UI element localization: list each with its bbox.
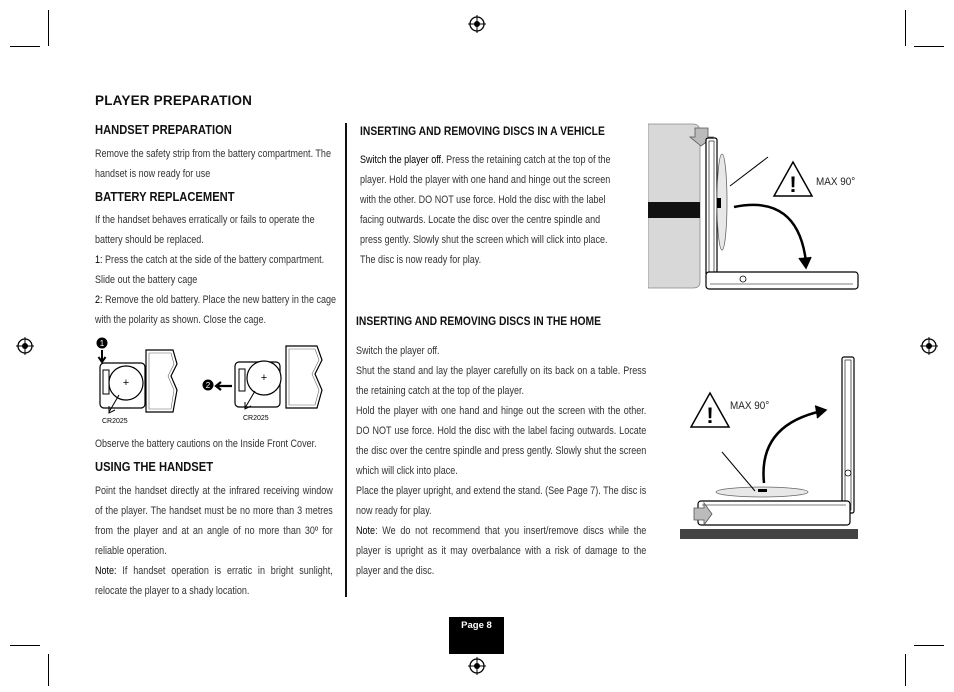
home-discs-text [356, 341, 646, 581]
crop-mark [914, 645, 944, 646]
svg-text:!: ! [789, 172, 797, 197]
svg-text:!: ! [706, 403, 714, 428]
using-handset-note [95, 561, 333, 601]
battery-replacement-heading: BATTERY REPLACEMENT [95, 189, 235, 204]
battery-step-1 [95, 250, 341, 290]
crop-mark [914, 46, 944, 47]
step-number: 2: [95, 294, 103, 306]
svg-text:+: + [260, 372, 268, 384]
home-step-1: Shut the stand and lay the player carefully on its back on a table. Press the retaining catch at the top of the player. [356, 365, 647, 397]
rotation-arc [763, 411, 822, 483]
crop-mark [10, 46, 40, 47]
vehicle-disc-figure [648, 122, 860, 292]
svg-text:1: 1 [99, 339, 105, 348]
max-angle-label: MAX 90° [730, 400, 770, 412]
note-label: Note [356, 525, 376, 537]
crop-mark [48, 10, 49, 46]
crop-mark [10, 645, 40, 646]
column-divider [345, 123, 347, 597]
vehicle-discs-heading: INSERTING AND REMOVING DISCS IN A VEHICLE [360, 124, 605, 138]
crop-mark [905, 654, 906, 686]
max-angle-label: MAX 90° [816, 176, 856, 188]
rotation-arc [734, 205, 806, 262]
svg-text:+: + [122, 377, 130, 389]
player-screen [842, 357, 854, 513]
svg-text:CR2025: CR2025 [243, 415, 269, 422]
battery-caution-text: Observe the battery cautions on the Inside Front Cover. [95, 438, 317, 450]
note-text: : We do not recommend that you insert/remove discs while the player is upright as it may overbalance with a risk of damage to the player and the disc. [356, 525, 647, 577]
vehicle-instructions: Press the retaining catch at the top of the player. Hold the player with one hand and hinge out the screen with the other. DO NOT use force. Hold the disc with the label facing outwards. Locate the disc over the centre spindle and press gently. Slowly shut the screen which will click into place. The disc is now ready for play. [360, 154, 611, 266]
switch-off-lead: Switch the player off. [356, 345, 440, 357]
battery-replacement-figure [95, 336, 335, 428]
player-base [698, 501, 850, 525]
seat-strap [648, 202, 700, 218]
registration-mark-icon [468, 657, 486, 675]
battery-replacement-text [95, 210, 341, 330]
using-handset-text [95, 481, 333, 601]
switch-off-lead: Switch the player off. [360, 154, 444, 166]
vehicle-discs-text [360, 150, 621, 270]
step-text: Remove the old battery. Place the new battery in the cage with the polarity as shown. Close the cage. [95, 294, 337, 326]
note-label: Note: [95, 565, 117, 577]
home-note [356, 521, 646, 581]
using-handset-body: Point the handset directly at the infrared receiving window of the player. The handset must be no more than 3 metres from the player and at an angle of no more than 30º for reliable operation. [95, 485, 333, 557]
crop-mark [905, 10, 906, 46]
step-text: Press the catch at the side of the battery compartment. Slide out the battery cage [95, 254, 325, 286]
home-disc-figure [680, 355, 860, 540]
home-discs-heading: INSERTING AND REMOVING DISCS IN THE HOME [356, 314, 602, 328]
note-text: If handset operation is erratic in bright sunlight, relocate the player to a shady location. [95, 565, 333, 597]
handset-preparation-text: Remove the safety strip from the battery compartment. The handset is now ready for use [95, 148, 331, 180]
battery-step-1-illustration [97, 338, 178, 426]
battery-intro: If the handset behaves erratically or fails to operate the battery should be replaced. [95, 214, 315, 246]
step-number: 1: [95, 254, 103, 266]
registration-mark-icon [920, 337, 938, 355]
player-screen [706, 138, 717, 276]
home-step-3: Place the player upright, and extend the stand. (See Page 7). The disc is now ready for play. [356, 485, 647, 517]
player-base [706, 272, 858, 289]
section-title: PLAYER PREPARATION [95, 93, 253, 108]
svg-text:CR2025: CR2025 [102, 418, 128, 425]
battery-step-2 [95, 290, 341, 330]
home-step-2: Hold the player with one hand and hinge out the screen with the other. DO NOT use force. Hold the disc with the label facing outwards. Locate the disc over the centre spindle and press gently. Slowly shut the screen which will click into place. [356, 405, 647, 477]
table-surface [680, 529, 858, 539]
crop-mark [48, 654, 49, 686]
registration-mark-icon [468, 15, 486, 33]
battery-step-2-illustration [203, 346, 323, 422]
svg-text:2: 2 [205, 381, 211, 390]
page-number-badge: Page 8 [449, 617, 504, 654]
handset-preparation-heading: HANDSET PREPARATION [95, 122, 232, 137]
registration-mark-icon [16, 337, 34, 355]
using-handset-heading: USING THE HANDSET [95, 459, 214, 474]
